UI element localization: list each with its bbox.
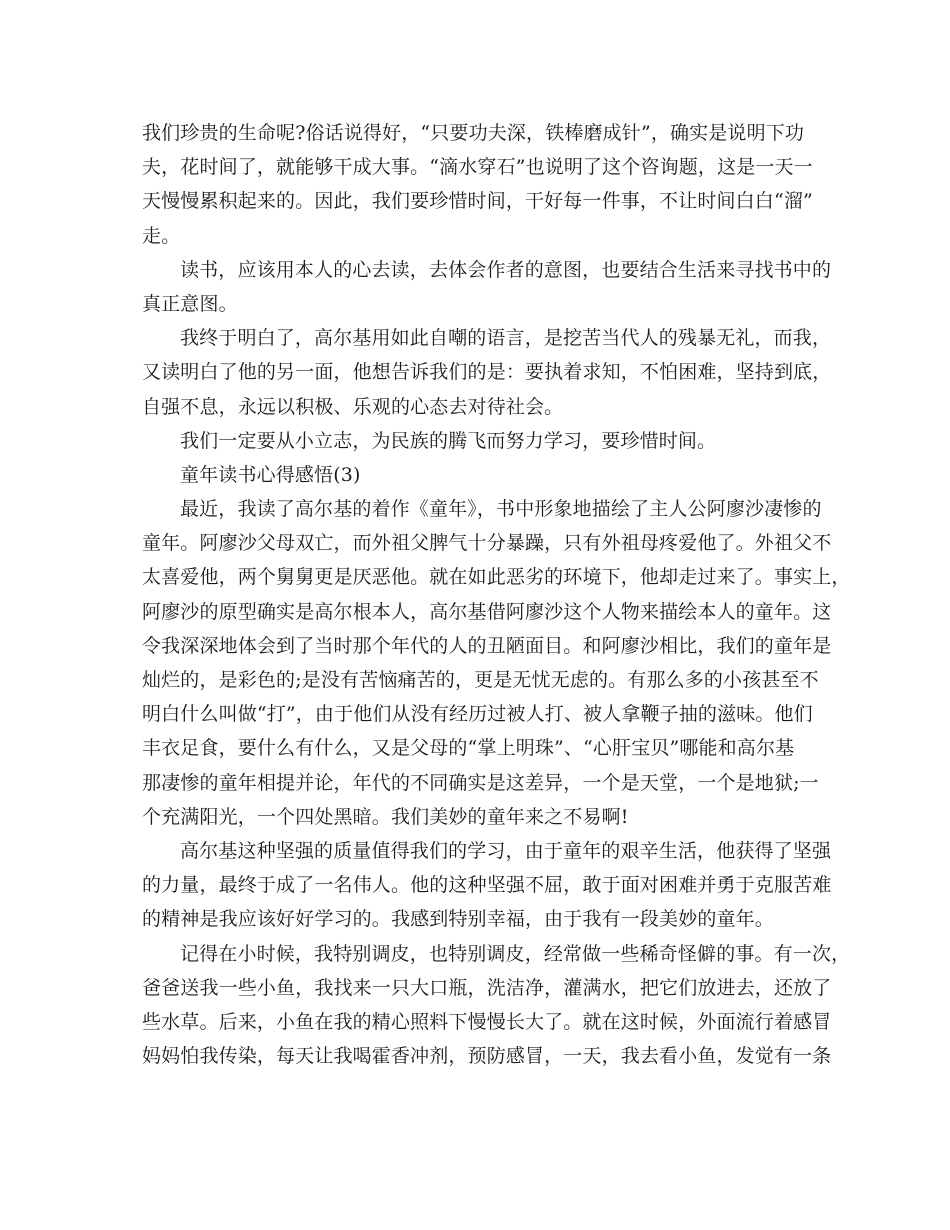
text-line: 阿廖沙的原型确实是高尔根本人，高尔基借阿廖沙这个人物来描绘本人的童年。这 <box>142 600 832 623</box>
text-line: 的力量，最终于成了一名伟人。他的这种坚强不屈，敢于面对困难并勇于克服苦难 <box>142 874 832 897</box>
paragraph-first-line: 高尔基这种坚强的质量值得我们的学习，由于童年的艰辛生活，他获得了坚强 <box>180 839 832 862</box>
text-line: 些水草。后来，小鱼在我的精心照料下慢慢长大了。就在这时候，外面流行着感冒 <box>142 1010 832 1033</box>
paragraph-first-line: 最近，我读了高尔基的着作《童年》，书中形象地描绘了主人公阿廖沙凄惨的 <box>180 498 822 521</box>
text-line: 夫，花时间了，就能够干成大事。“滴水穿石”也说明了这个咨询题，这是一天一 <box>142 156 813 179</box>
text-line: 自强不息，永远以积极、乐观的心态去对待社会。 <box>142 395 564 418</box>
paragraph-first-line: 记得在小时候，我特别调皮，也特别调皮，经常做一些稀奇怪僻的事。有一次， <box>180 942 851 965</box>
text-line: 个充满阳光，一个四处黑暗。我们美妙的童年来之不易啊! <box>142 805 629 828</box>
text-line: 丰衣足食，要什么有什么，又是父母的“掌上明珠”、“心肝宝贝”哪能和高尔基 <box>142 737 795 760</box>
paragraph-first-line: 读书，应该用本人的心去读，去体会作者的意图，也要结合生活来寻找书中的 <box>180 258 832 281</box>
text-line: 太喜爱他，两个舅舅更是厌恶他。就在如此恶劣的环境下，他却走过来了。事实上， <box>142 566 851 589</box>
text-line: 爸爸送我一些小鱼，我找来一只大口瓶，洗洁净，灌满水，把它们放进去，还放了 <box>142 976 832 999</box>
text-line: 真正意图。 <box>142 292 238 315</box>
text-line: 走。 <box>142 224 181 247</box>
text-line: 明白什么叫做“打”，由于他们从没有经历过被人打、被人拿鞭子抽的滋味。他们 <box>142 703 813 726</box>
text-line: 妈妈怕我传染，每天让我喝霍香冲剂，预防感冒，一天，我去看小鱼，发觉有一条 <box>142 1045 832 1068</box>
text-line: 的精神是我应该好好学习的。我感到特别幸福，由于我有一段美妙的童年。 <box>142 908 774 931</box>
document-body <box>142 116 851 1073</box>
text-line: 天慢慢累积起来的。因此，我们要珍惜时间，干好每一件事，不让时间白白“溜” <box>142 190 813 213</box>
section-heading: 童年读书心得感悟(3) <box>180 463 361 486</box>
text-line: 我们珍贵的生命呢?俗话说得好，“只要功夫深，铁棒磨成针”，确实是说明下功 <box>142 122 805 144</box>
text-line: 又读明白了他的另一面，他想告诉我们的是：要执着求知，不怕困难，坚持到底， <box>142 361 832 384</box>
paragraph-first-line: 我终于明白了，高尔基用如此自嘲的语言，是挖苦当代人的残暴无礼，而我， <box>180 327 832 350</box>
text-line: 童年。阿廖沙父母双亡，而外祖父脾气十分暴躁，只有外祖母疼爱他了。外祖父不 <box>142 532 832 555</box>
paragraph-first-line: 我们一定要从小立志，为民族的腾飞而努力学习，要珍惜时间。 <box>180 429 717 452</box>
text-line: 令我深深地体会到了当时那个年代的人的丑陋面目。和阿廖沙相比，我们的童年是 <box>142 634 832 657</box>
text-line: 灿烂的，是彩色的;是没有苦恼痛苦的，更是无忧无虑的。有那么多的小孩甚至不 <box>142 669 819 691</box>
text-line: 那凄惨的童年相提并论，年代的不同确实是这差异，一个是天堂，一个是地狱;一 <box>142 771 819 794</box>
